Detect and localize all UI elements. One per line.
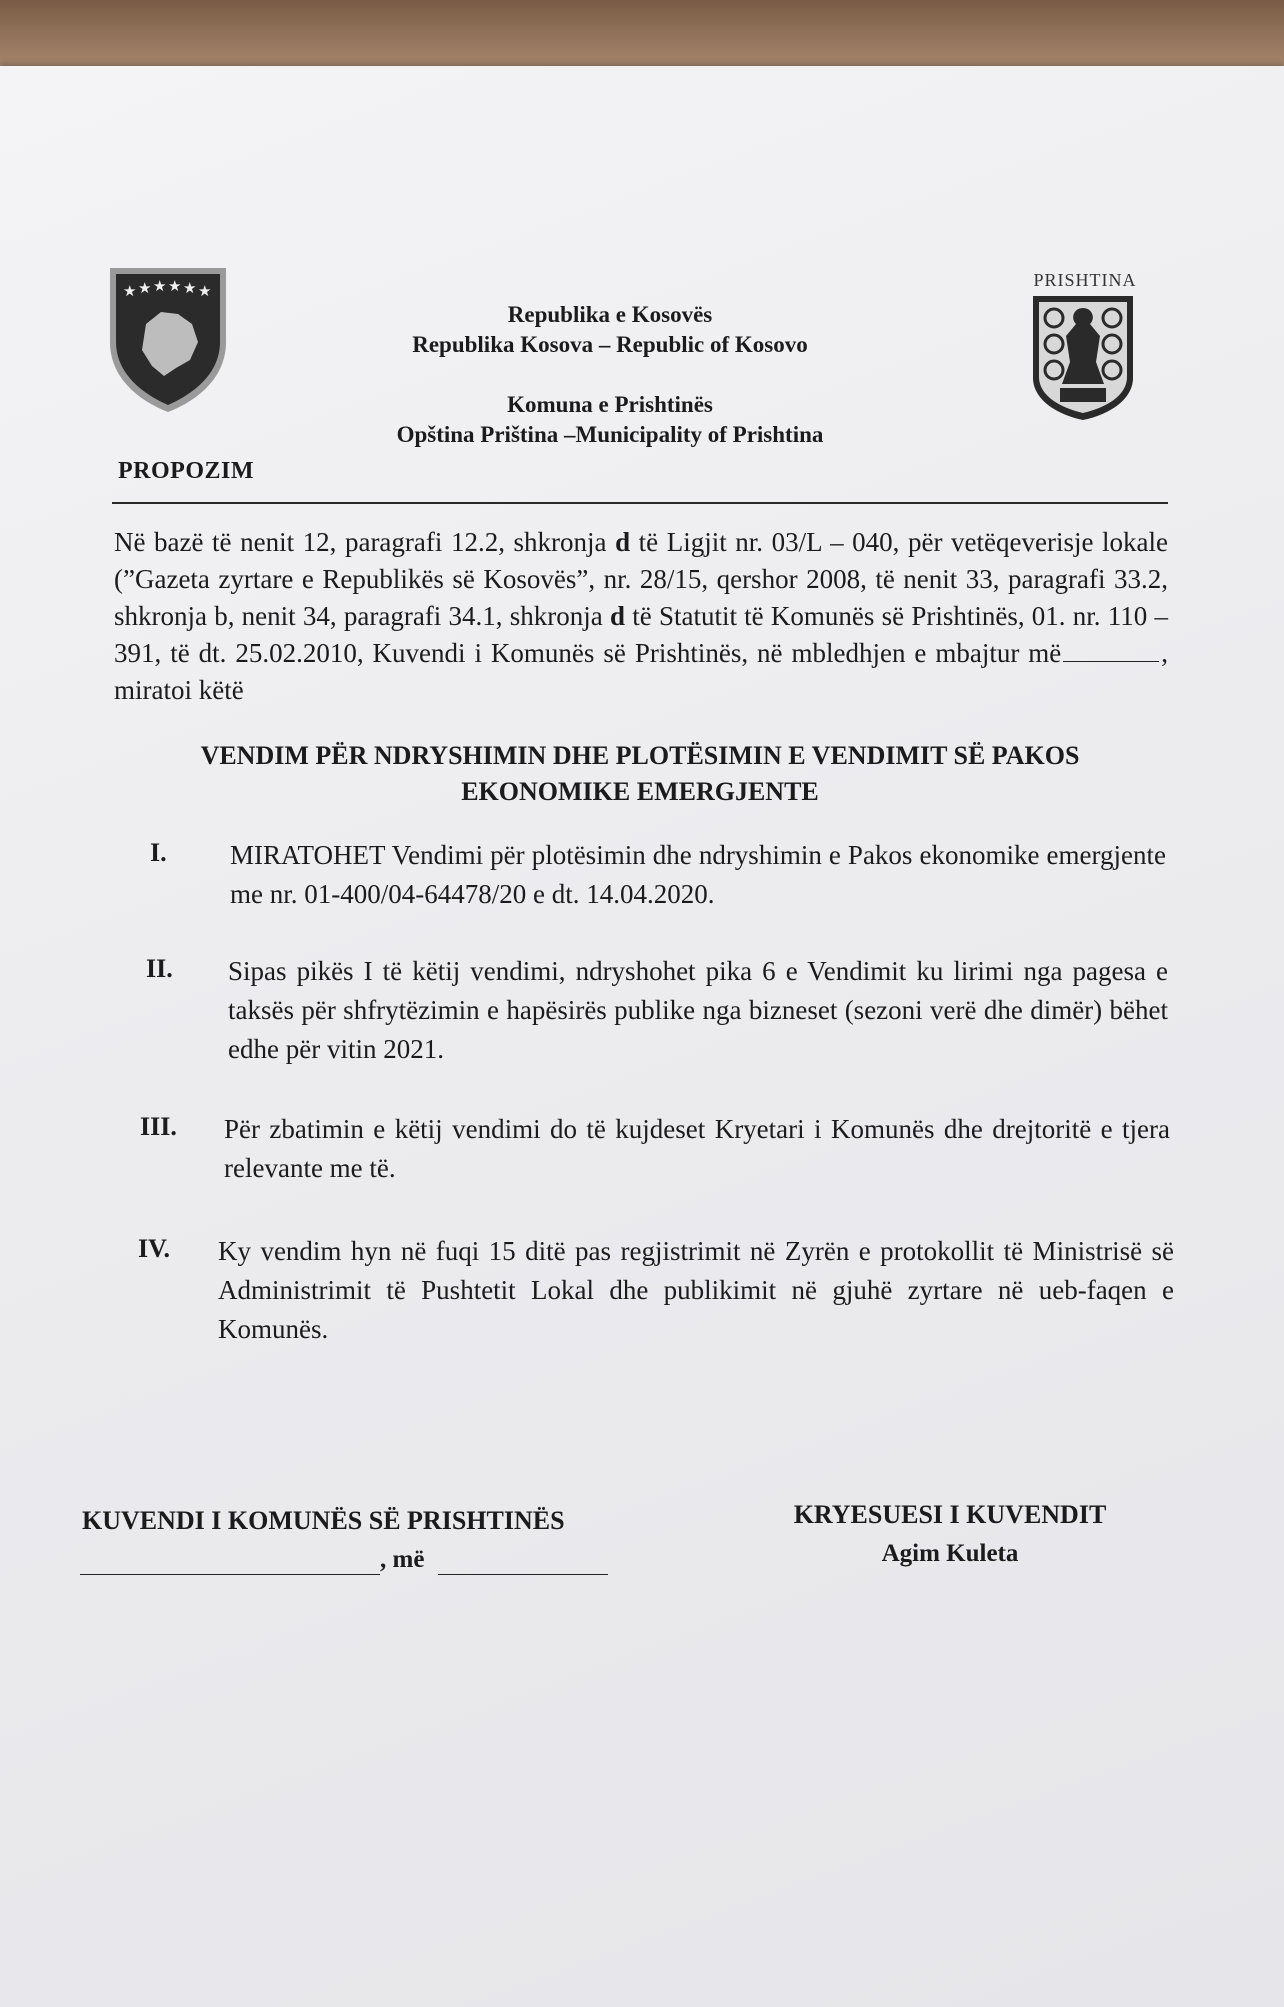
signature-date-label: , më [380, 1546, 425, 1573]
place-blank-line [80, 1574, 380, 1575]
chairperson-name: Agim Kuleta [881, 1540, 1019, 1567]
header-divider [112, 502, 1168, 504]
header-republic-other: Republika Kosova – Republic of Kosovo [412, 332, 808, 357]
header-municipality-other: Opština Priština –Municipality of Prishtina [396, 422, 824, 447]
decision-title: VENDIM PËR NDRYSHIMIN DHE PLOTËSIMIN E VENDIMIT SË PAKOS EKONOMIKE EMERGJENTE [200, 741, 1080, 806]
svg-text:★: ★ [168, 277, 182, 295]
prishtina-coat-of-arms-icon [1030, 292, 1136, 422]
kosovo-coat-of-arms-icon [106, 262, 230, 414]
svg-text:★: ★ [198, 282, 212, 300]
svg-text:★: ★ [153, 277, 167, 295]
chairperson-title: KRYESUESI I KUVENDIT [793, 1500, 1107, 1529]
preamble-paragraph: Në bazë të nenit 12, paragrafi 12.2, shkronja d të Ligjit nr. 03/L – 040, për vetëqeverisje lokale (”Gazeta zyrtare e Republikës së Kosovës”, nr. 28/15, qershor 2008, të nenit 33, paragrafi 33.2, shkronja b, nenit 34, paragrafi 34.1, shkronja d të Statutit të Komunës së Prishtinës, 01. nr. 110 – 391, të dt. 25.02.2010, Kuvendi i Komunës së Prishtinës, në mbledhjen e mbajtur më , miratoi këtë [114, 527, 1168, 705]
date-blank-line [1063, 639, 1159, 662]
proposal-label: PROPOZIM [118, 458, 254, 484]
header-republic-albanian: Republika e Kosovës [507, 302, 713, 327]
signature-date-blank-line [438, 1574, 608, 1575]
item-text: MIRATOHET Vendimi për plotësimin dhe ndryshimin e Pakos ekonomike emergjente me nr. 01-400/04-64478/20 e dt. 14.04.2020. [230, 840, 1166, 909]
svg-text:★: ★ [138, 279, 152, 297]
item-number: IV. [138, 1234, 171, 1263]
item-text: Sipas pikës I të këtij vendimi, ndryshohet pika 6 e Vendimit ku lirimi nga pagesa e taksës për shfrytëzimin e hapësirës publike nga bizneset (sezoni verë dhe dimër) bëhet edhe për vitin 2021. [228, 956, 1168, 1064]
item-number: III. [140, 1112, 177, 1141]
item-text: Për zbatimin e këtij vendimi do të kujdeset Kryetari i Komunës dhe drejtoritë e tjera relevante me të. [224, 1114, 1170, 1183]
assembly-signature-title: KUVENDI I KOMUNËS SË PRISHTINËS [82, 1506, 565, 1535]
item-number: II. [146, 954, 173, 983]
svg-text:★: ★ [183, 279, 197, 297]
prishtina-label: PRISHTINA [1033, 270, 1137, 290]
item-text: Ky vendim hyn në fuqi 15 ditë pas regjistrimit në Zyrën e protokollit të Ministrisë së Administrimit të Pushtetit Lokal dhe publikimit në gjuhë zyrtare në ueb-faqen e Komunës. [218, 1236, 1174, 1344]
item-number: I. [150, 838, 167, 867]
svg-text:★: ★ [123, 282, 137, 300]
header-municipality-albanian: Komuna e Prishtinës [507, 392, 713, 417]
